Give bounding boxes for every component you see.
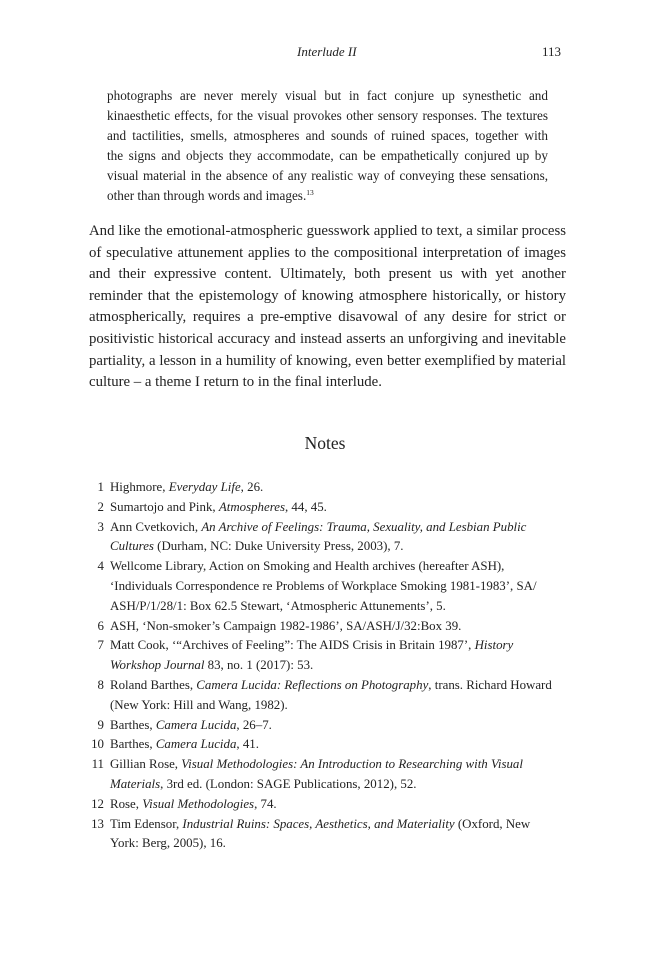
note-text: , 74. [254,796,277,811]
body-line: reminder that the epistemology of knowing atmosphere historically, or history [89,287,566,304]
notes-heading: Notes [304,433,346,453]
note-item [89,498,569,518]
note-text: ASH/P/1/28/1: Box 62.5 Stewart, ‘Atmospheric Attunements’, 5. [110,598,446,613]
quote-line: and tactilities, smells, atmospheres and sounds of ruined spaces, together with [107,127,548,143]
note-text: , 3rd ed. (London: SAGE Publications, 2012), 52. [160,776,417,791]
note-number: 7 [97,638,104,653]
quote-line: the signs and objects they accommodate, can be empathetically conjured up by [107,147,548,163]
note-text: , 26. [240,480,264,494]
note-text: (New York: Hill and Wang, 1982). [110,697,288,712]
note-number: 9 [97,717,104,732]
note-number: 12 [91,796,104,811]
note-number: 1 [97,480,104,494]
page-number: 113 [541,44,561,59]
note-text: Wellcome Library, Action on Smoking and Health archives (hereafter ASH), [110,559,505,574]
body-line: And like the emotional-atmospheric guesswork applied to text, a similar process [89,223,566,239]
note-title: Materials [110,776,161,791]
body-line: partiality, a lesson in a humility of knowing, even better exemplified by material [89,352,566,369]
note-item [89,478,569,498]
note-item [89,617,569,637]
body-line: and their expressive content. Ultimately, both present us with yet another [89,266,566,283]
body-paragraph [89,221,566,394]
body-line: positivistic historical accuracy and instead asserts an unforgiving and inevitable [89,330,566,347]
note-item [89,735,569,755]
note-title: Cultures [110,539,154,554]
quote-line-last [107,186,548,206]
note-item [89,795,569,815]
quote-line: kinaesthetic effects, for the visual provokes other sensory responses. The textures [107,107,548,123]
note-text: Gillian Rose, [110,757,182,772]
note-number: 6 [97,618,104,633]
note-title: Everyday Life [168,480,241,494]
note-text: Roland Barthes, [110,677,197,692]
note-text: Highmore, [110,480,169,494]
note-item [89,815,569,855]
note-item [89,518,569,558]
body-line: culture – a theme I return to in the final interlude. [89,374,382,391]
note-number: 4 [97,559,104,574]
note-number: 2 [97,499,104,514]
note-text: Tim Edensor, [110,816,183,831]
note-title: Camera Lucida [155,717,237,732]
note-text: Barthes, [110,737,156,752]
note-title: Industrial Ruins: Spaces, Aesthetics, and Materiality [182,816,455,831]
note-number: 13 [91,816,104,831]
note-item [89,676,569,716]
quote-line: other than through words and images. [107,187,307,203]
note-text: ‘Individuals Correspondence re Problems of Workplace Smoking 1981-1983’, SA/ [110,578,537,593]
quote-line: visual material in the absence of any realistic way of conveying these sensations, [107,167,548,183]
note-text: 83, no. 1 (2017): 53. [204,658,314,673]
note-text: Ann Cvetkovich, [110,519,202,534]
body-line: of speculative attunement applies to the compositional interpretation of images [89,244,566,261]
note-text: ASH, ‘Non-smoker’s Campaign 1982-1986’, SA/ASH/J/32:Box 39. [110,618,462,633]
note-text: Barthes, [110,717,156,732]
running-title: Interlude II [297,44,357,59]
note-text: , 44, 45. [284,499,327,514]
note-title: Visual Methodologies: An Introduction to Researching with Visual [181,757,523,772]
note-title: Camera Lucida [155,737,237,752]
note-text: , 26–7. [236,717,272,732]
block-quote [107,86,548,205]
note-text: , trans. Richard Howard [428,677,552,692]
note-item [89,755,569,795]
note-title: Atmospheres [218,499,285,514]
note-text: (Durham, NC: Duke University Press, 2003), 7. [153,539,404,554]
note-text: Rose, [110,796,143,811]
note-item [89,557,569,616]
note-item [89,636,569,676]
note-item [89,716,569,736]
footnote-ref: 13 [306,187,314,197]
note-title: An Archive of Feelings: Trauma, Sexuality, and Lesbian Public [201,519,527,534]
note-text: Matt Cook, ‘“Archives of Feeling”: The AIDS Crisis in Britain 1987’, [110,638,475,653]
note-number: 3 [97,519,104,534]
note-text: , 41. [236,737,259,752]
note-title: Camera Lucida: Reflections on Photography [196,677,429,692]
note-text: Sumartojo and Pink, [110,499,219,514]
note-title: Workshop Journal [110,658,205,673]
notes-list [89,478,569,854]
body-line: atmospherically, requires a pre-emptive disavowal of any desire for strict or [89,309,566,326]
note-title: History [474,638,514,653]
note-number: 8 [97,677,104,692]
note-number: 10 [91,737,104,752]
note-title: Visual Methodologies [142,796,255,811]
note-number: 11 [91,757,104,772]
note-text: York: Berg, 2005), 16. [110,836,226,851]
quote-line: photographs are never merely visual but in fact conjure up synesthetic and [107,88,548,103]
note-text: (Oxford, New [454,816,531,831]
